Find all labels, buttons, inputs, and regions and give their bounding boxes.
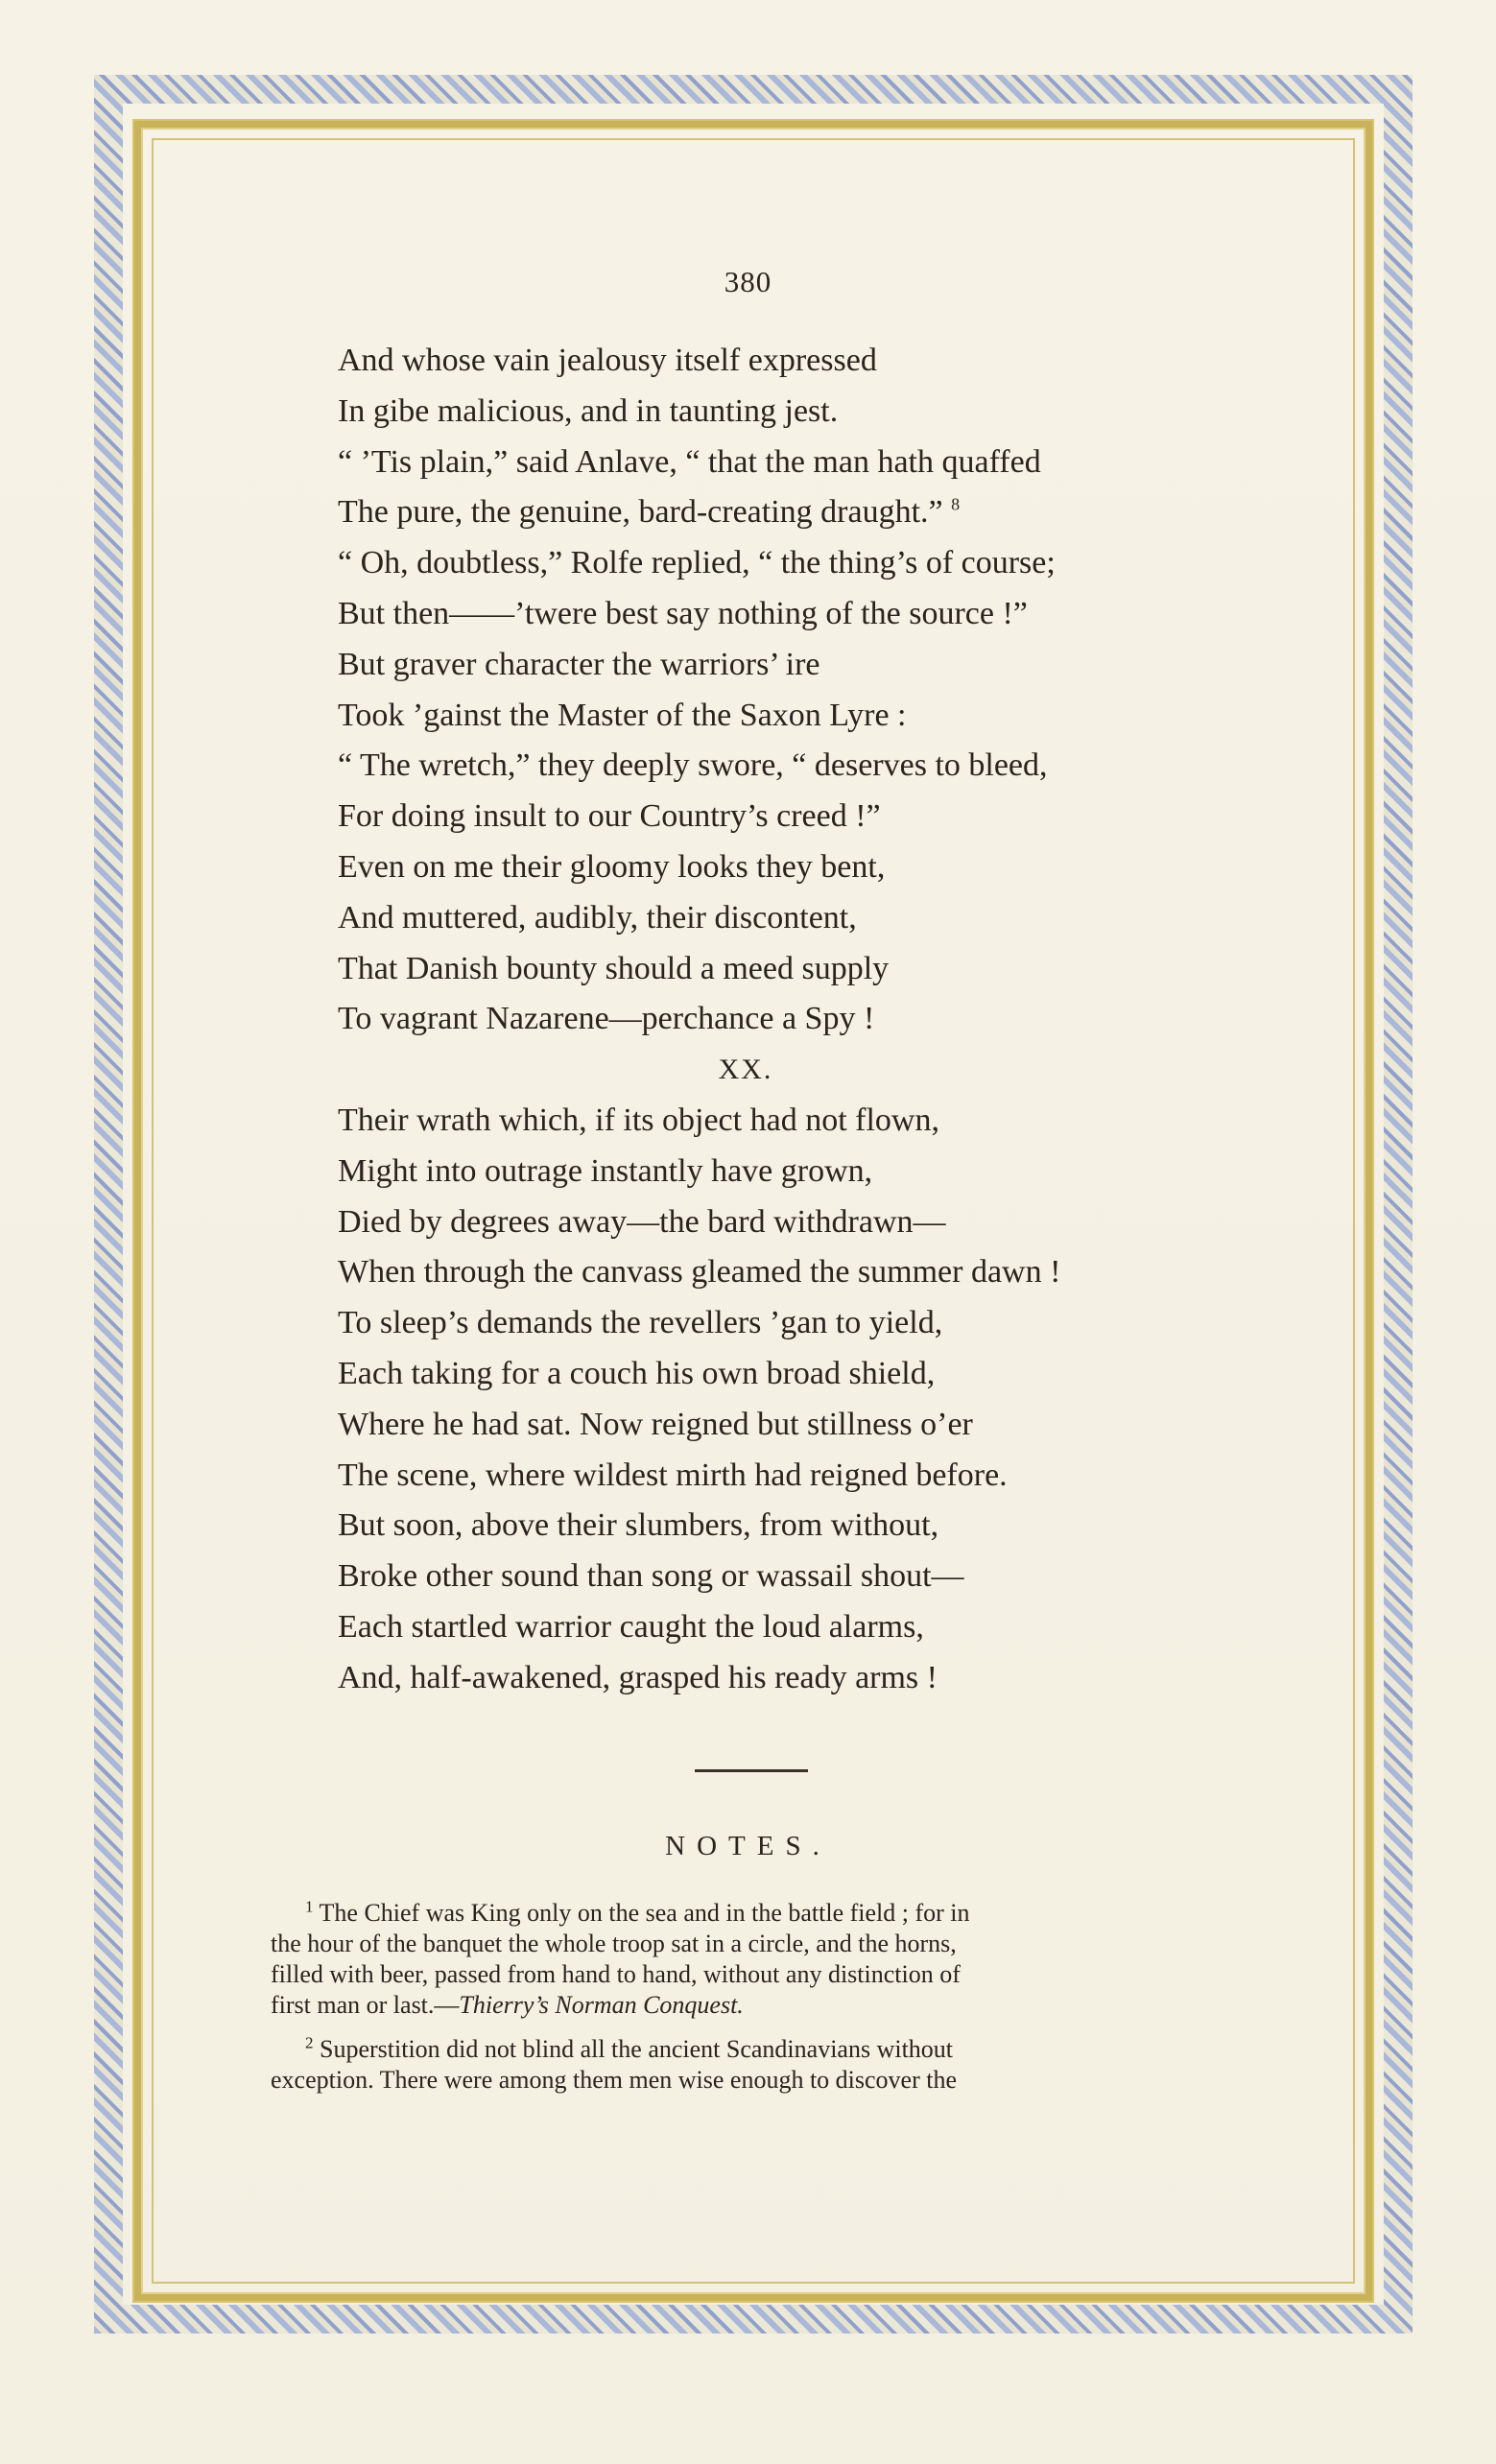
poem-line: Even on me their gloomy looks they bent, [338, 848, 886, 885]
poem-line: “ Oh, doubtless,” Rolfe replied, “ the thing’s of course; [338, 545, 1056, 581]
poem-line: To sleep’s demands the revellers ’gan to yield, [338, 1305, 943, 1341]
poem-line: And whose vain jealousy itself expressed [338, 343, 877, 378]
poem-line: Their wrath which, if its object had not flown, [338, 1102, 939, 1138]
footnote-line: exception. There were among them men wise enough to discover the [271, 2066, 958, 2094]
poem-line: In gibe malicious, and in taunting jest. [338, 392, 839, 429]
footnote-number: 2 [305, 2033, 314, 2052]
notes-section [271, 1898, 1230, 2109]
poem-line: Died by degrees away—the bard withdrawn— [338, 1203, 946, 1240]
poem-line: That Danish bounty should a meed supply [338, 950, 890, 986]
poem-line: Took ’gainst the Master of the Saxon Lyre : [338, 697, 907, 733]
section-heading-text: XX. [718, 1054, 773, 1086]
poem-line: But graver character the warriors’ ire [338, 646, 820, 682]
footnote-citation: Thierry’s Norman Conquest. [459, 1991, 744, 2019]
poem-line: And, half-awakened, grasped his ready arms ! [338, 1659, 938, 1695]
poem-line: Each taking for a couch his own broad shield, [338, 1355, 936, 1391]
poem-line: But then——’twere best say nothing of the source !” [338, 595, 1028, 631]
poem-line: Broke other sound than song or wassail shout— [338, 1558, 964, 1595]
footnote-line [271, 1898, 1230, 1929]
poem-line: Might into outrage instantly have grown, [338, 1152, 873, 1189]
poem-line [338, 487, 1297, 538]
poem-line: “ ’Tis plain,” said Anlave, “ that the man hath quaffed [338, 443, 1041, 480]
poem-text [338, 336, 1297, 1704]
footnote-text: Superstition did not blind all the ancient Scandinavians without [320, 2035, 954, 2063]
poem-line: But soon, above their slumbers, from without, [338, 1507, 939, 1544]
poem-line: Each startled warrior caught the loud alarms, [338, 1608, 924, 1645]
footnote [271, 2034, 1230, 2096]
poem-line: “ The wretch,” they deeply swore, “ deserves to bleed, [338, 747, 1048, 784]
footnote-text: first man or last.— [271, 1991, 460, 2019]
notes-title: NOTES. [665, 1831, 831, 1861]
footnote [271, 1898, 1230, 2021]
footnote-line: the hour of the banquet the whole troop sat in a circle, and the horns, [271, 1930, 957, 1957]
footnote-line [271, 1990, 1230, 2021]
footnote-number: 1 [305, 1897, 314, 1916]
footnote-line [271, 2034, 1230, 2065]
poem-line: For doing insult to our Country’s creed !” [338, 798, 881, 835]
poem-line: To vagrant Nazarene—perchance a Spy ! [338, 1001, 875, 1037]
footnote-marker: 8 [951, 495, 961, 515]
poem-line: Where he had sat. Now reigned but stillness o’er [338, 1406, 973, 1442]
footnote-line: filled with beer, passed from hand to hand, without any distinction of [271, 1960, 961, 1988]
page-number: 380 [724, 265, 772, 298]
poem-line: And muttered, audibly, their discontent, [338, 899, 857, 936]
poem-line: The scene, where wildest mirth had reigned before. [338, 1457, 1008, 1493]
poem-line-text: The pure, the genuine, bard-creating draught.” [338, 494, 943, 531]
footnote-text: The Chief was King only on the sea and in the battle field ; for in [319, 1899, 970, 1927]
section-heading [0, 1045, 1297, 1096]
section-divider [695, 1769, 808, 1772]
poem-line: When through the canvass gleamed the summer dawn ! [338, 1254, 1061, 1291]
